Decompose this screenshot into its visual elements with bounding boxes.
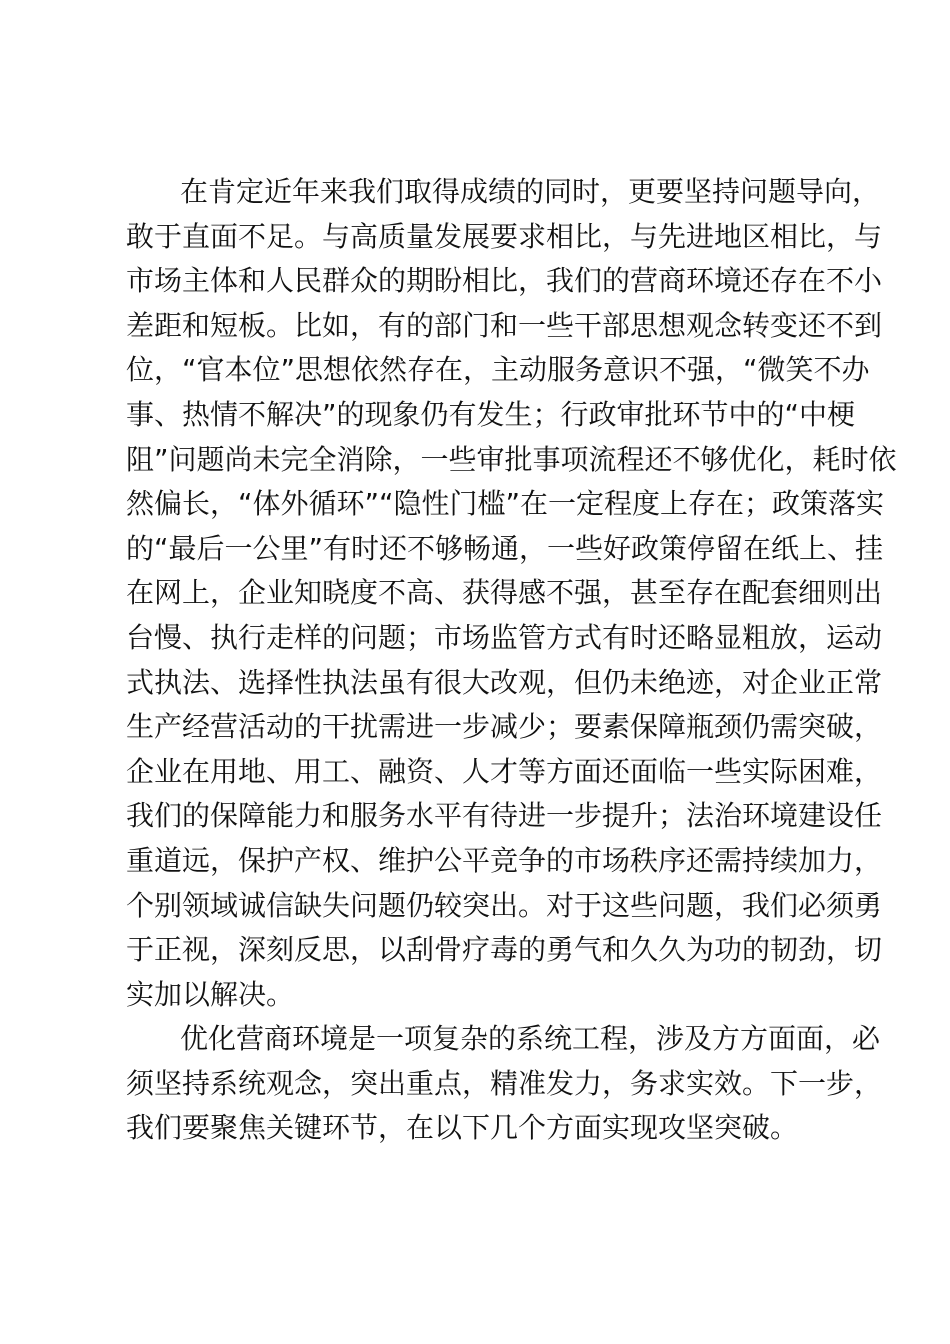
text-line: 敢于直面不足。与高质量发展要求相比，与先进地区相比，与 <box>126 219 883 253</box>
text-line: 实加以解决。 <box>126 977 295 1011</box>
text-line: 于正视，深刻反思，以刮骨疗毒的勇气和久久为功的韧劲，切 <box>126 933 883 967</box>
text-line: 我们要聚焦关键环节，在以下几个方面实现攻坚突破。 <box>126 1111 799 1145</box>
text-line: 在网上，企业知晓度不高、获得感不强，甚至存在配套细则出 <box>126 576 883 610</box>
text-line: 须坚持系统观念，突出重点，精准发力，务求实效。下一步， <box>126 1066 883 1100</box>
paragraph-2 <box>126 1017 883 1151</box>
text-line: 重道远，保护产权、维护公平竞争的市场秩序还需持续加力， <box>126 843 883 877</box>
text-line: 企业在用地、用工、融资、人才等方面还面临一些实际困难， <box>126 754 883 788</box>
text-line: 市场主体和人民群众的期盼相比，我们的营商环境还存在不小 <box>126 264 883 298</box>
text-line: 优化营商环境是一项复杂的系统工程，涉及方方面面，必 <box>180 1022 881 1056</box>
text-line: 生产经营活动的干扰需进一步减少；要素保障瓶颈仍需突破， <box>126 710 883 744</box>
text-line: 阻”问题尚未完全消除，一些审批事项流程还不够优化，耗时依 <box>126 442 897 476</box>
paragraph-1 <box>126 170 897 1017</box>
text-line: 台慢、执行走样的问题；市场监管方式有时还略显粗放，运动 <box>126 620 883 654</box>
text-line: 位，“官本位”思想依然存在，主动服务意识不强，“微笑不办 <box>126 353 870 387</box>
text-line: 的“最后一公里”有时还不够畅通，一些好政策停留在纸上、挂 <box>126 531 884 565</box>
document-body <box>126 170 897 1151</box>
text-line: 在肯定近年来我们取得成绩的同时，更要坚持问题导向， <box>180 175 881 208</box>
text-line: 我们的保障能力和服务水平有待进一步提升；法治环境建设任 <box>126 799 883 833</box>
text-line: 式执法、选择性执法虽有很大改观，但仍未绝迹，对企业正常 <box>126 665 883 699</box>
text-line: 个别领域诚信缺失问题仍较突出。对于这些问题，我们必须勇 <box>126 888 883 922</box>
text-line: 差距和短板。比如，有的部门和一些干部思想观念转变还不到 <box>126 308 883 342</box>
text-line: 事、热情不解决”的现象仍有发生；行政审批环节中的“中梗 <box>126 397 856 431</box>
text-line: 然偏长，“体外循环”“隐性门槛”在一定程度上存在；政策落实 <box>126 487 885 521</box>
